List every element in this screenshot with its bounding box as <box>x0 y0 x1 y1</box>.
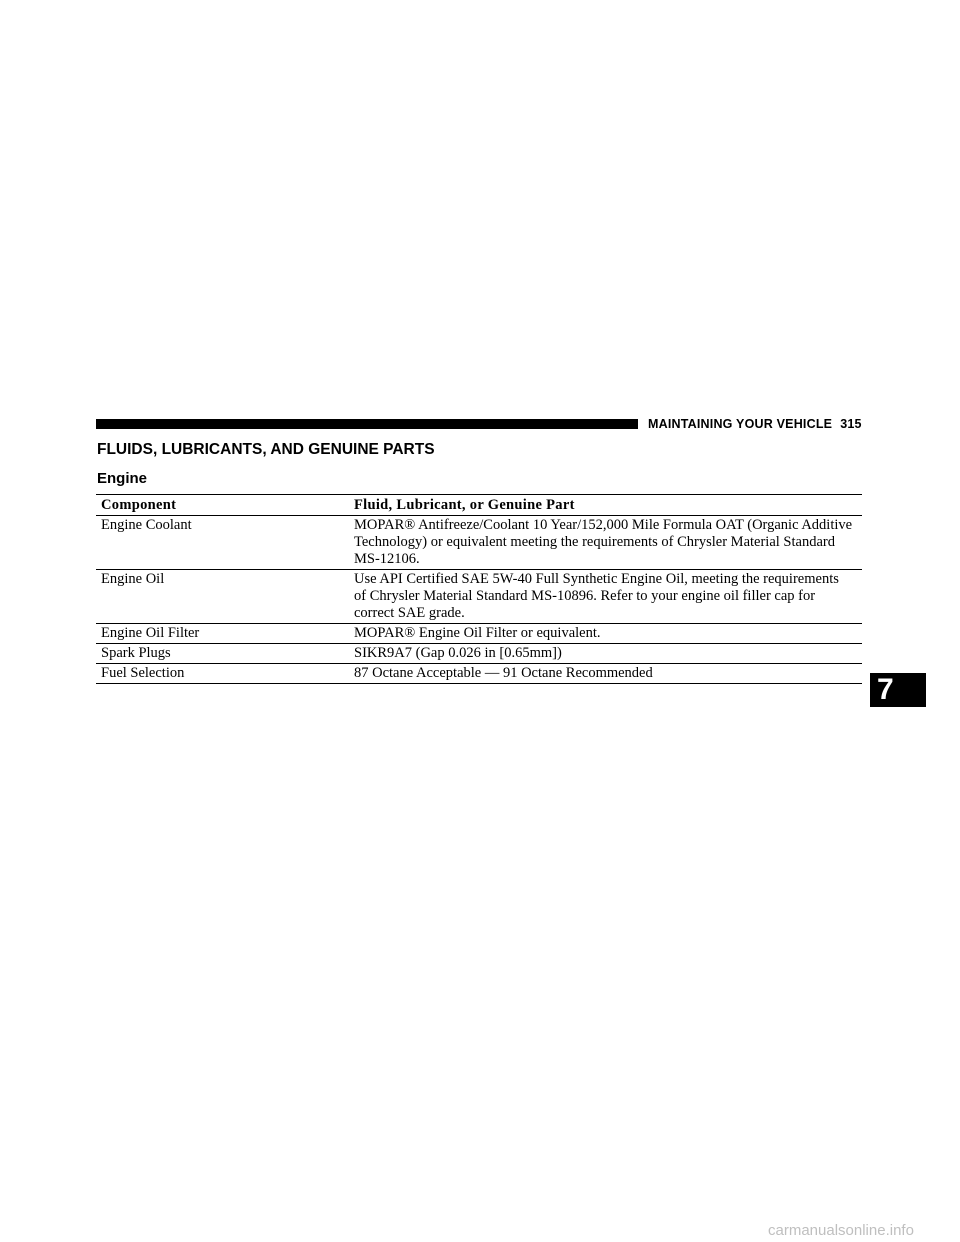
cell-component: Engine Coolant <box>96 516 349 570</box>
cell-part: SIKR9A7 (Gap 0.026 in [0.65mm]) <box>349 644 862 664</box>
running-header <box>648 417 862 431</box>
table-row <box>96 644 862 664</box>
table-row <box>96 624 862 644</box>
table-row <box>96 570 862 624</box>
table-row <box>96 516 862 570</box>
chapter-number: 7 <box>877 673 894 706</box>
cell-component: Fuel Selection <box>96 664 349 684</box>
cell-part: MOPAR® Antifreeze/Coolant 10 Year/152,000 Mile Formula OAT (Organic Additive Technology) or equivalent meeting the requirements of Chrysler Material Standard MS-12106. <box>349 516 862 570</box>
section-title: FLUIDS, LUBRICANTS, AND GENUINE PARTS <box>97 441 435 458</box>
chapter-tab <box>870 673 926 707</box>
column-header-part: Fluid, Lubricant, or Genuine Part <box>349 495 862 516</box>
cell-part: Use API Certified SAE 5W-40 Full Synthetic Engine Oil, meeting the requirements of Chrysler Material Standard MS-10896. Refer to your engine oil filler cap for correct SAE grade. <box>349 570 862 624</box>
header-rule <box>96 419 638 429</box>
cell-component: Engine Oil Filter <box>96 624 349 644</box>
table-row <box>96 664 862 684</box>
cell-part: 87 Octane Acceptable — 91 Octane Recommended <box>349 664 862 684</box>
engine-fluids-table <box>96 494 862 684</box>
subsection-title: Engine <box>97 470 148 487</box>
table-header-row <box>96 495 862 516</box>
page-number: 315 <box>840 417 862 431</box>
cell-component: Engine Oil <box>96 570 349 624</box>
running-title: MAINTAINING YOUR VEHICLE <box>648 417 833 431</box>
column-header-component: Component <box>96 495 349 516</box>
watermark-text: carmanualsonline.info <box>768 1222 914 1239</box>
cell-component: Spark Plugs <box>96 644 349 664</box>
cell-part: MOPAR® Engine Oil Filter or equivalent. <box>349 624 862 644</box>
